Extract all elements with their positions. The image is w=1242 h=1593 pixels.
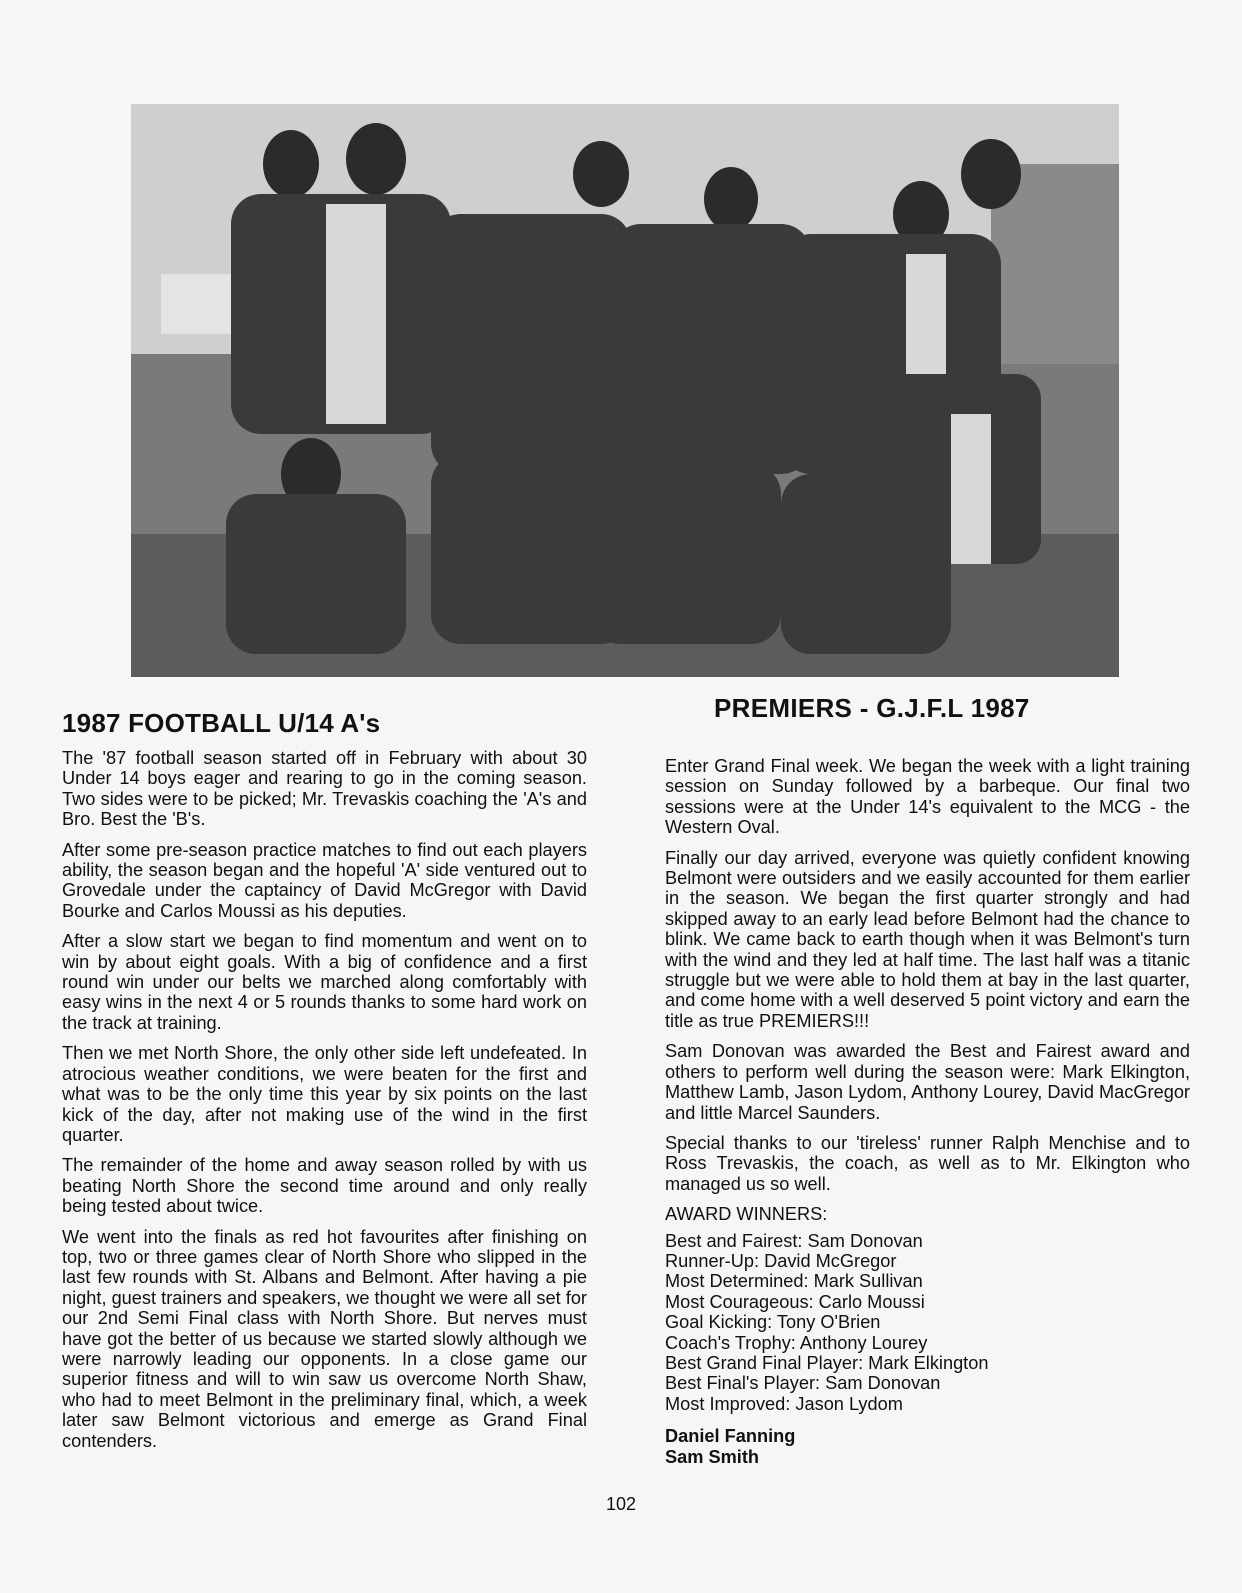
article-title: 1987 FOOTBALL U/14 A's bbox=[62, 708, 381, 738]
award-item: Goal Kicking: Tony O'Brien bbox=[665, 1312, 881, 1333]
paragraph: We went into the finals as red hot favourites after finishing on top, two or three games clear of North Shore who slipped in the last few rounds with St. Albans and Belmont. After having a pie night, guest trainers and speakers, we thought we were all set for our 2nd Semi Final class with North Shore. But nerves must have got the better of us because we started slowly although we were narrowly leading our opponents. In a close game our superior fitness and will to win saw us overcome North Shaw, who had to meet Belmont in the preliminary final, which, a week later saw Belmont victorious and emerge as Grand Final contenders. bbox=[62, 1226, 587, 1451]
paragraph: After some pre-season practice matches to find out each players ability, the season began and the hopeful 'A' side ventured out to Grovedale under the captaincy of David McGregor with David Bourke and Carlos Moussi as his deputies. bbox=[62, 839, 587, 921]
award-item: Most Courageous: Carlo Moussi bbox=[665, 1291, 925, 1312]
award-item: Most Determined: Mark Sullivan bbox=[665, 1271, 923, 1292]
premiers-heading: PREMIERS - G.J.F.L 1987 bbox=[714, 693, 1030, 723]
team-photo bbox=[131, 104, 1119, 677]
team-photo-graphic bbox=[131, 104, 1119, 677]
award-item: Coach's Trophy: Anthony Lourey bbox=[665, 1332, 928, 1353]
award-item: Most Improved: Jason Lydom bbox=[665, 1393, 903, 1414]
award-item: Best and Fairest: Sam Donovan bbox=[665, 1230, 923, 1251]
left-column bbox=[62, 748, 587, 1461]
paragraph: Special thanks to our 'tireless' runner Ralph Menchise and to Ross Trevaskis, the coach, as well as to Mr. Elkington who managed us so well. bbox=[665, 1132, 1190, 1194]
award-item: Runner-Up: David McGregor bbox=[665, 1250, 897, 1271]
paragraph: Sam Donovan was awarded the Best and Fairest award and others to perform well during the season were: Mark Elkington, Matthew Lamb, Jason Lydom, Anthony Lourey, David MacGregor and little Marcel Saunders. bbox=[665, 1041, 1190, 1123]
paragraph: The remainder of the home and away season rolled by with us beating North Shore the second time around and only really being tested about twice. bbox=[62, 1155, 587, 1217]
page-number: 102 bbox=[606, 1494, 637, 1514]
paragraph: Finally our day arrived, everyone was quietly confident knowing Belmont were outsiders and we easily accounted for them earlier in the season. We began the first quarter strongly and had skipped away to an early lead before Belmont had the chance to blink. We came back to earth though when it was Belmont's turn with the wind and they led at half time. The last half was a titanic struggle but we were able to hold them at bay in the last quarter, and come home with a well deserved 5 point victory and earn the title as true PREMIERS!!! bbox=[665, 847, 1190, 1031]
paragraph: The '87 football season started off in February with about 30 Under 14 boys eager and rearing to go in the coming season. Two sides were to be picked; Mr. Trevaskis coaching the 'A's and Bro. Best the 'B's. bbox=[62, 748, 587, 830]
paragraph: Enter Grand Final week. We began the week with a light training session on Sunday followed by a barbeque. Our final two sessions were at the Under 14's equivalent to the MCG - the Western Oval. bbox=[665, 756, 1190, 838]
right-column bbox=[665, 756, 1190, 1467]
author-name: Sam Smith bbox=[665, 1446, 759, 1467]
paragraph: After a slow start we began to find momentum and went on to win by about eight goals. With a big of confidence and a first round win under our belts we marched along comfortably with easy wins in the next 4 or 5 rounds thanks to some hard work on the track at training. bbox=[62, 931, 587, 1033]
award-item: Best Grand Final Player: Mark Elkington bbox=[665, 1352, 989, 1373]
award-item: Best Final's Player: Sam Donovan bbox=[665, 1373, 941, 1394]
paragraph: Then we met North Shore, the only other side left undefeated. In atrocious weather conditions, we were beaten for the first and what was to be the only time this year by six points on the last kick of the day, after not making use of the wind in the first quarter. bbox=[62, 1043, 587, 1145]
awards-list bbox=[665, 1231, 1190, 1415]
author-name: Daniel Fanning bbox=[665, 1426, 796, 1447]
awards-heading: AWARD WINNERS: bbox=[665, 1204, 828, 1225]
